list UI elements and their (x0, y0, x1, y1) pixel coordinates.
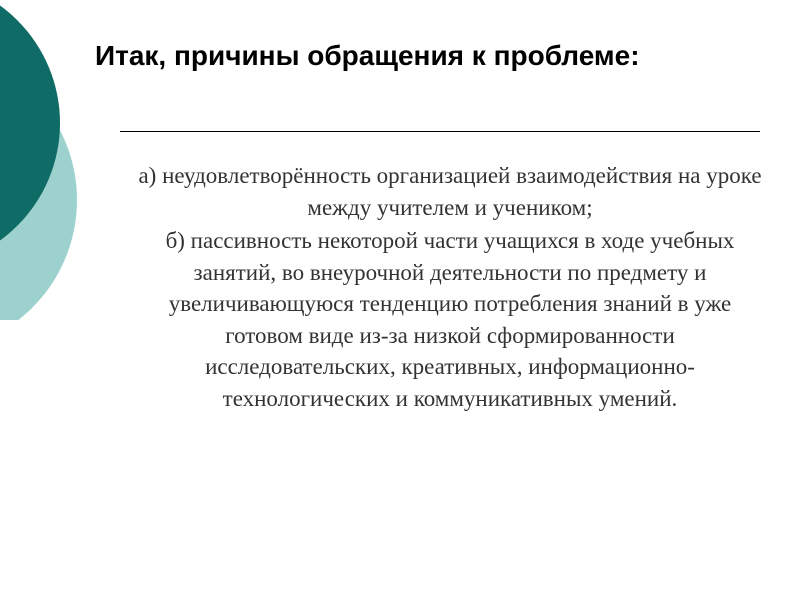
list-item-a: а) неудовлетворённость организацией взаимодействия на уроке между учителем и учеником; (138, 163, 762, 220)
list-item-b: б) пассивность некоторой части учащихся в ходе учебных занятий, во внеурочной деятельности по предмету и увеличивающуюся тенденцию потребления знаний в уже готовом виде из-за низкой сформированности исследовательских, креативных, информационно-технологических и коммуникативных умений. (165, 228, 735, 411)
title-divider (120, 131, 760, 132)
slide-body (130, 160, 770, 416)
decorative-circles (0, 0, 110, 320)
slide-title: Итак, причины обращения к проблеме: (95, 40, 640, 71)
